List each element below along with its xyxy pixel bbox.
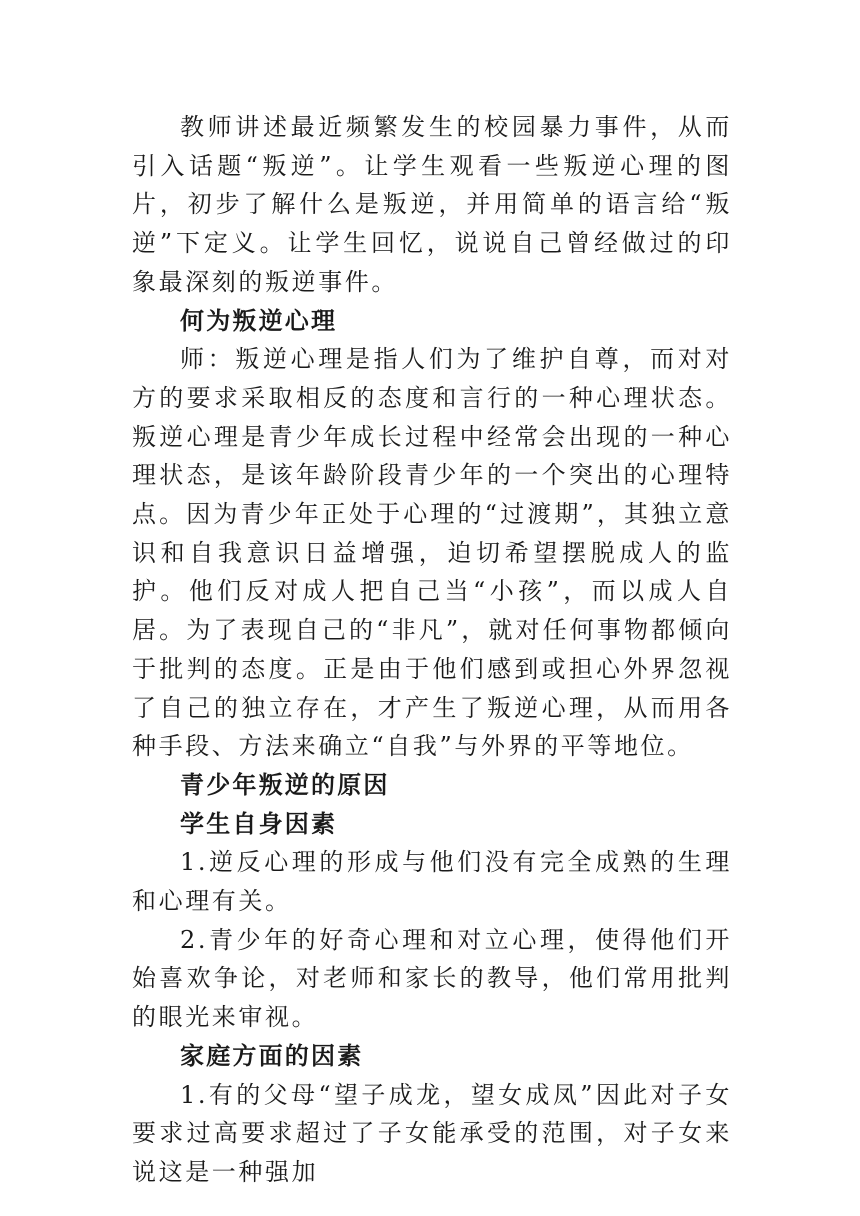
- intro-paragraph: 教师讲述最近频繁发生的校园暴力事件，从而引入话题“叛逆”。让学生观看一些叛逆心理的图片，初步了解什么是叛逆，并用简单的语言给“叛逆”下定义。让学生回忆，说说自己曾经做过的印象最深刻的叛逆事件。: [132, 113, 732, 296]
- heading-causes: 青少年叛逆的原因: [180, 770, 390, 799]
- student-factor-item: 2.青少年的好奇心理和对立心理，使得他们开始喜欢争论，对老师和家长的教导，他们常用批判的眼光来审视。: [132, 925, 732, 1032]
- family-factor-item: 1.有的父母“望子成龙，望女成凤”因此对子女要求过高要求超过了子女能承受的范围，对子女来说这是一种强加: [132, 1080, 732, 1186]
- heading-what-is-rebellion: 何为叛逆心理: [180, 306, 338, 335]
- definition-paragraph: 师：叛逆心理是指人们为了维护自尊，而对对方的要求采取相反的态度和言行的一种心理状态。叛逆心理是青少年成长过程中经常会出现的一种心理状态，是该年龄阶段青少年的一个突出的心理特点。因为青少年正处于心理的“过渡期”，其独立意识和自我意识日益增强，迫切希望摆脱成人的监护。他们反对成人把自己当“小孩”，而以成人自居。为了表现自己的“非凡”，就对任何事物都倾向于批判的态度。正是由于他们感到或担心外界忽视了自己的独立存在，才产生了叛逆心理，从而用各种手段、方法来确立“自我”与外界的平等地位。: [132, 345, 732, 761]
- document-body: [132, 108, 732, 1192]
- heading-family-factors: 家庭方面的因素: [180, 1041, 364, 1070]
- student-factor-item: 1.逆反心理的形成与他们没有完全成熟的生理和心理有关。: [132, 848, 732, 916]
- heading-student-factors: 学生自身因素: [180, 809, 338, 838]
